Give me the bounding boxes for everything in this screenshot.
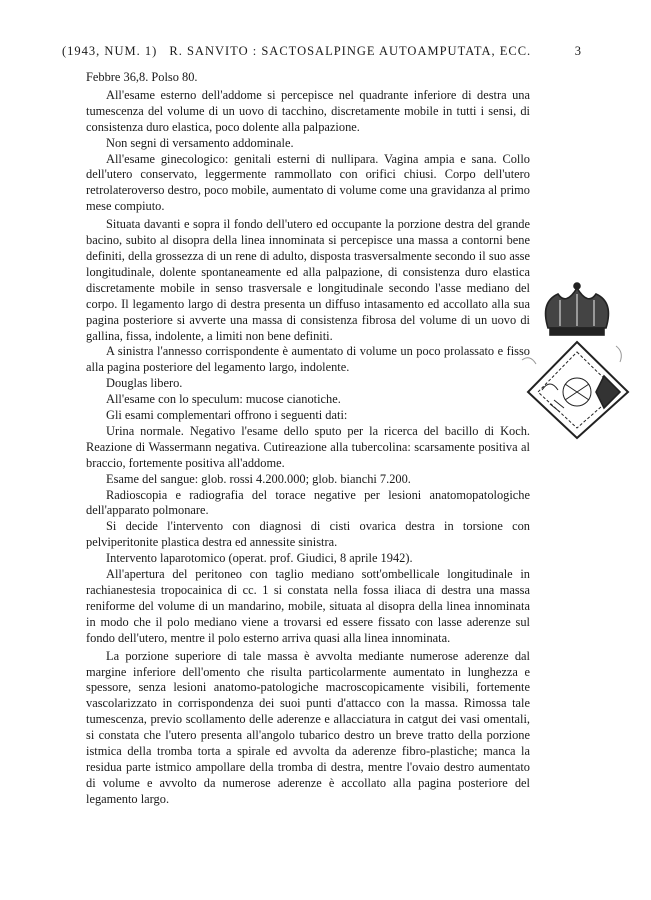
paragraph: All'esame con lo speculum: mucose cianotiche. <box>106 392 341 407</box>
paragraph: Si decide l'intervento con diagnosi di cisti ovarica destra in torsione con pelviperitonite plastica destra ed annessite sinistra. <box>86 519 530 550</box>
paragraph: Douglas libero. <box>106 376 183 391</box>
paragraph: Esame del sangue: glob. rossi 4.200.000; glob. bianchi 7.200. <box>106 471 411 486</box>
paragraph: Non segni di versamento addominale. <box>106 135 294 150</box>
paragraph: A sinistra l'annesso corrispondente è aumentato di volume un poco prolassato e fisso alla pagina posteriore del legamento largo, indolente. <box>86 344 530 375</box>
body-text <box>86 70 530 808</box>
paragraph: All'apertura del peritoneo con taglio mediano sott'ombellicale longitudinale in rachianestesia tropocainica di cc. 1 si constata nella fossa iliaca di destra una massa reniforme del volume di un mandarino, mobile, situata al disopra della linea innominata in modo che il polo mediano viene a trovarsi ed essere fissato con lasse aderenze sul fondo dell'utero, mentre il polo esterno arriva quasi alla linea innominata. <box>86 567 530 645</box>
paragraph: All'esame esterno dell'addome si percepisce nel quadrante inferiore di destra una tumescenza del volume di un uovo di tacchino, discretamente mobile in tutti i sensi, di consistenza duro elastica, poco dolente alla palpazione. <box>86 87 530 134</box>
paragraph: Radioscopia e radiografia del torace negative per lesioni anatomopatologiche dell'apparato polmonare. <box>86 487 530 518</box>
paragraph: Urina normale. Negativo l'esame dello sputo per la ricerca del bacillo di Koch. Reazione di Wassermann negativa. Cutireazione alla tubercolina: scarsamente positiva al braccio, fortemente positiva all'addome. <box>86 423 530 470</box>
header-author: R. SANVITO <box>169 44 249 58</box>
paragraph: Intervento laparotomico (operat. prof. Giudici, 8 aprile 1942). <box>106 551 413 566</box>
paragraph: Gli esami complementari offrono i seguenti dati: <box>106 408 348 423</box>
paragraph: La porzione superiore di tale massa è avvolta mediante numerose aderenze dal margine inferiore dell'omento che risulta particolarmente aumentato in lunghezza e spessore, senza lesioni anatomo-patologiche macroscopicamente visibili, fortemente vascolarizzato in corrispondenza dei suoi punti d'attacco con la massa. Rimossa tale tumescenza, previo scollamento delle aderenze e allacciatura in catgut dei vasi omentali, si constata che l'utero presenta all'angolo tubarico destro un breve tratto della porzione istmica della tromba torta a spirale ed avvolta da aderenze fibro-plastiche; manca la residua parte istmico ampollare della tromba di destra, mentre l'ovaio destro aumentato di volume e avvolto da numerose aderenze è accollato alla pagina posteriore del legamento largo. <box>86 648 530 806</box>
paragraph: All'esame ginecologico: genitali esterni di nullipara. Vagina ampia e sana. Collo dell'utero conservato, leggermente rammollato con orifici chiusi. Corpo dell'utero retrolateroverso destro, poco mobile, aumentato di volume come una gravidanza al primo mese compiuto. <box>86 151 530 214</box>
running-header: (1943, NUM. 1) R. SANVITO : SACTOSALPINGE AUTOAMPUTATA, ECC. 3 <box>62 44 582 58</box>
paragraph: Febbre 36,8. Polso 80. <box>86 70 198 84</box>
paragraph: Situata davanti e sopra il fondo dell'utero ed occupante la porzione destra del grande bacino, subito al disopra della linea innominata si percepisce una massa a contorni bene definiti, della grossezza di un rene di adulto, disposta trasversalmente secondo il suo asse longitudinale, dolente spontaneamente ed alla palpazione, di consistenza duro elastica discretamente mobile in senso trasversale e longitudinale secondo l'asse mediano del corpo. Il legamento largo di destra presenta un diffuso intasamento ed accollato alla sua pagina posteriore si avverte una massa di consistenza fibrosa del volume di un uovo di gallina, fissa, indolente, a limiti non bene definiti. <box>86 217 530 343</box>
page-number: 3 <box>574 44 582 58</box>
header-issue: (1943, NUM. 1) <box>62 44 158 58</box>
header-title: SACTOSALPINGE AUTOAMPUTATA, ECC. <box>261 44 532 58</box>
library-stamp-icon <box>520 280 635 440</box>
